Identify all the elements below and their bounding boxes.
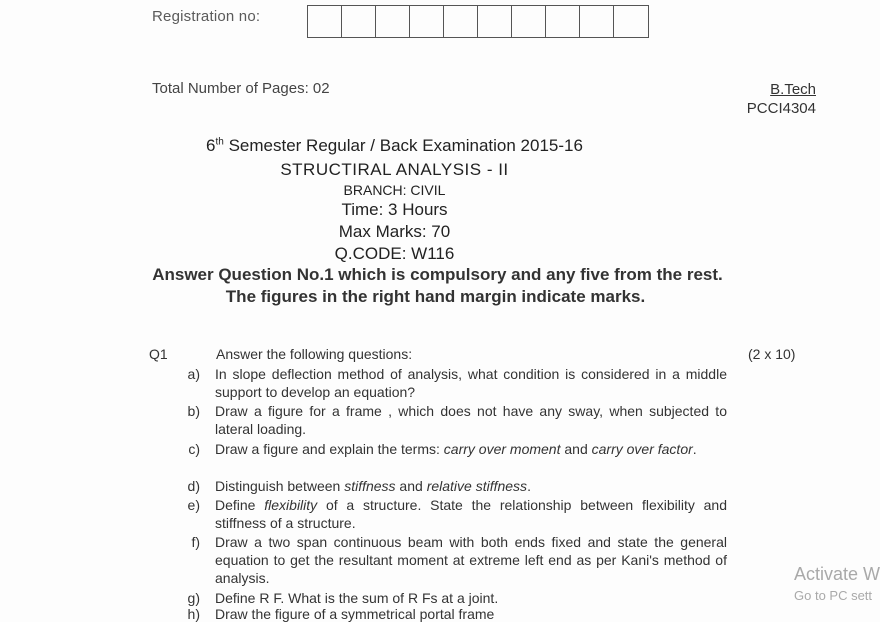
question-code: Q.CODE: W116 <box>334 244 455 263</box>
item-term: flexibility <box>264 497 318 513</box>
item-term: relative stiffness <box>426 478 528 494</box>
item-term: stiffness <box>344 478 396 494</box>
item-text-part: and <box>395 478 427 494</box>
registration-box <box>580 6 614 37</box>
instruction-2: The figures in the right hand margin indicate marks. <box>225 287 646 306</box>
registration-box <box>308 6 342 37</box>
time: Time: 3 Hours <box>341 200 448 219</box>
registration-boxes <box>307 5 649 38</box>
item-text: In slope deflection method of analysis, what condition is considered in a middle support to develop an equation? <box>215 366 727 400</box>
question-item-h <box>180 606 730 622</box>
item-text <box>215 440 727 458</box>
question-marks: (2 x 10) <box>748 346 796 362</box>
item-text: Draw a figure for a frame , which does not have any sway, when subjected to lateral loading. <box>215 403 727 437</box>
registration-box <box>410 6 444 37</box>
branch: BRANCH: CIVIL <box>343 182 446 198</box>
registration-box <box>546 6 580 37</box>
item-text: Define R F. What is the sum of R Fs at a joint. <box>215 590 499 606</box>
registration-box <box>614 6 648 37</box>
item-text-part: and <box>560 441 592 457</box>
exam-ordinal: 6 <box>206 136 216 155</box>
total-pages: Total Number of Pages: 02 <box>152 80 330 97</box>
activation-watermark-title: Activate W <box>794 564 880 584</box>
item-label: d) <box>187 478 200 494</box>
item-text-part: . <box>527 478 531 494</box>
item-text <box>215 496 727 532</box>
item-text-part: Draw a figure and explain the terms: <box>215 441 444 457</box>
item-label: f) <box>191 534 200 550</box>
activation-watermark-subtitle: Go to PC sett <box>794 588 873 603</box>
item-text <box>215 477 727 495</box>
subject-title: STRUCTIRAL ANALYSIS - II <box>280 160 509 179</box>
item-text-part: of a structure. State the relationship between flexibility and stiffness of a structure. <box>215 497 728 531</box>
registration-box <box>444 6 478 37</box>
max-marks: Max Marks: 70 <box>338 222 451 241</box>
exam-name: Semester Regular / Back Examination 2015-16 <box>223 136 583 155</box>
item-label: a) <box>187 366 200 382</box>
item-label: h) <box>187 606 200 622</box>
exam-ordinal-suffix: th <box>215 136 224 148</box>
item-label: g) <box>187 590 200 606</box>
programme: B.Tech <box>770 81 816 98</box>
registration-box <box>376 6 410 37</box>
item-text-part: Define <box>215 497 265 513</box>
item-label: c) <box>188 441 200 457</box>
question-intro: Answer the following questions: <box>216 346 413 362</box>
registration-box <box>512 6 546 37</box>
registration-label: Registration no: <box>152 8 261 25</box>
registration-box <box>478 6 512 37</box>
item-label: e) <box>187 497 200 513</box>
item-term: carry over factor <box>591 441 693 457</box>
item-text-part: Distinguish between <box>215 478 345 494</box>
item-label: b) <box>187 403 200 419</box>
item-text-part: . <box>692 441 697 457</box>
exam-title <box>0 136 834 156</box>
item-term: carry over moment <box>443 441 561 457</box>
course-code: PCCI4304 <box>746 100 816 117</box>
question-number: Q1 <box>149 346 168 362</box>
item-text: Draw the figure of a symmetrical portal frame <box>215 606 495 622</box>
registration-box <box>342 6 376 37</box>
instruction-1: Answer Question No.1 which is compulsory and any five from the rest. <box>152 265 723 284</box>
item-text: Draw a two span continuous beam with both ends fixed and state the general equation to get the resultant moment at extreme left end as per Kani's method of analysis. <box>215 534 727 586</box>
